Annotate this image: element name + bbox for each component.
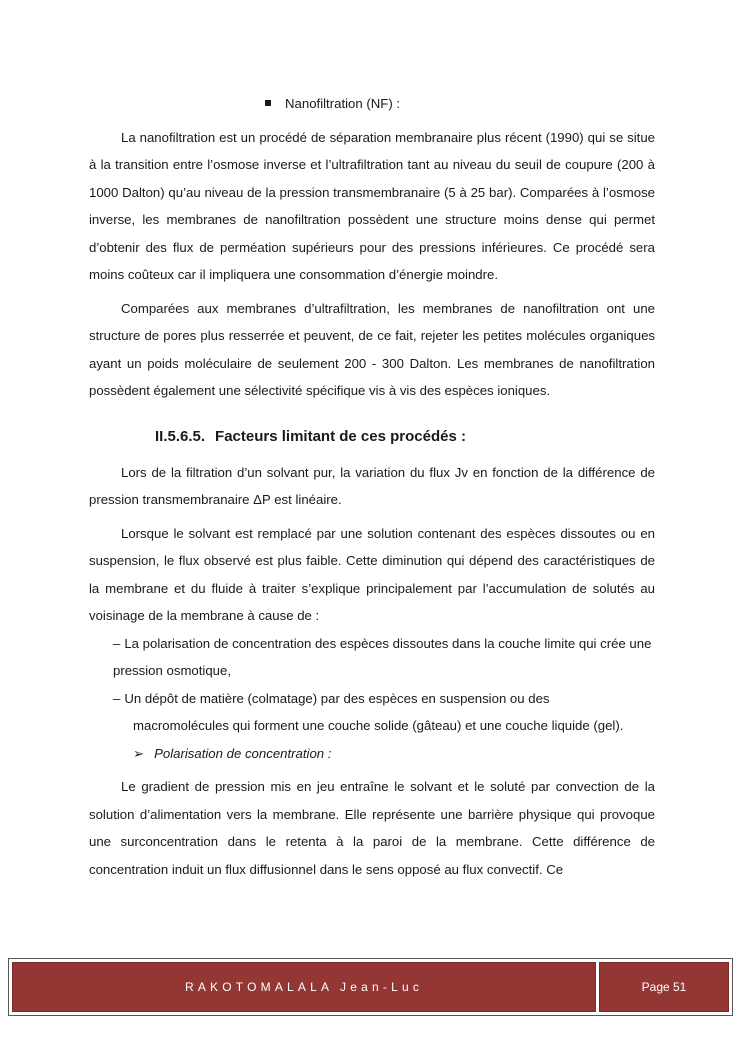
footer-author: RAKOTOMALALA Jean-Luc <box>12 962 596 1012</box>
subsection-heading-text: Nanofiltration (NF) : <box>285 96 401 111</box>
arrow-bullet-icon: ➢ <box>133 745 145 761</box>
footer-page-number: Page 51 <box>599 962 729 1012</box>
document-body <box>89 90 655 883</box>
square-bullet-icon <box>265 100 271 106</box>
list-item-continuation: macromolécules qui forment une couche solide (gâteau) et une couche liquide (gel). <box>133 718 624 733</box>
paragraph-nanofiltration-comparison: Comparées aux membranes d’ultrafiltration, les membranes de nanofiltration ont une structure de pores plus resserrée et peuvent, de ce fait, rejeter les petites molécules organiques ayant un poids moléculaire de seulement 200 - 300 Dalton. Les membranes de nanofiltration possèdent également une sélectivité spécifique vis à vis des espèces ioniques. <box>89 300 655 398</box>
section-number: II.5.6.5. <box>155 427 206 445</box>
paragraph-solution-flux: Lorsque le solvant est remplacé par une solution contenant des espèces dissoutes ou en suspension, le flux observé est plus faible. Cette diminution qui dépend des caractéristiques de la membrane et du fluide à traiter s’explique principalement par l’accumulation de solutés au voisinage de la membrane à cause de : <box>89 525 655 623</box>
dash-bullet-icon: – <box>113 690 121 706</box>
arrow-subheading <box>89 740 655 768</box>
list-item-text: Un dépôt de matière (colmatage) par des espèces en suspension ou des <box>124 690 550 706</box>
list-item <box>89 685 655 713</box>
subsection-heading <box>89 90 655 118</box>
dash-bullet-icon: – <box>113 635 121 651</box>
paragraph-pressure-gradient: Le gradient de pression mis en jeu entraîne le solvant et le soluté par convection de la solution d’alimentation vers la membrane. Elle représente une barrière physique qui provoque une surconcentration dans le retenta à la paroi de la membrane. Cette différence de concentration induit un flux diffusionnel dans le sens opposé au flux convectif. Ce <box>89 779 655 877</box>
paragraph-pure-solvent: Lors de la filtration d’un solvant pur, la variation du flux Jv en fonction de la différence de pression transmembranaire ΔP est linéaire. <box>89 464 655 507</box>
section-title: Facteurs limitant de ces procédés : <box>215 427 466 445</box>
arrow-subheading-text: Polarisation de concentration : <box>154 745 332 761</box>
section-heading <box>89 425 655 449</box>
page-footer <box>8 958 733 1016</box>
paragraph-nanofiltration-intro: La nanofiltration est un procédé de séparation membranaire plus récent (1990) qui se situe à la transition entre l’osmose inverse et l’ultrafiltration tant au niveau du seuil de coupure (200 à 1000 Dalton) qu’au niveau de la pression transmembranaire (5 à 25 bar). Comparées à l’osmose inverse, les membranes de nanofiltration possèdent une structure moins dense qui permet d’obtenir des flux de perméation supérieurs pour des pressions inférieures. Ce procédé sera moins coûteux car il impliquera une consommation d’énergie moindre. <box>89 129 655 282</box>
list-item-text: La polarisation de concentration des espèces dissoutes dans la couche limite qui crée une pression osmotique, <box>113 635 652 678</box>
list-item <box>89 630 655 685</box>
